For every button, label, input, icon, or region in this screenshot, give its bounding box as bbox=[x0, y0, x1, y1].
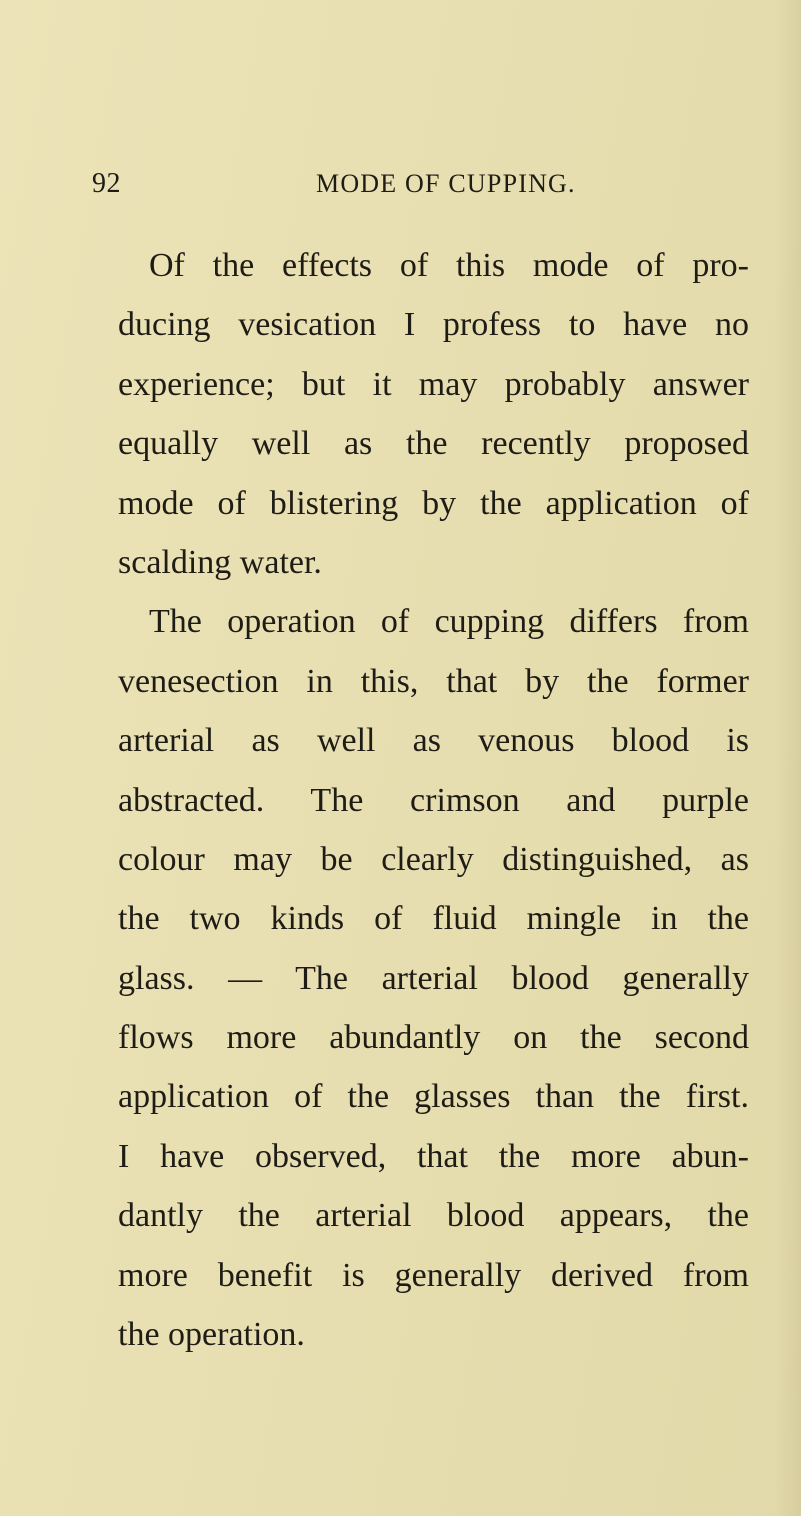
text-line: venesection in this, that by the former bbox=[118, 662, 749, 700]
text-line: glass. — The arterial blood generally bbox=[118, 959, 749, 997]
text-line: application of the glasses than the first. bbox=[118, 1078, 749, 1116]
text-line: colour may be clearly distinguished, as bbox=[118, 840, 749, 878]
text-line: scalding water. bbox=[118, 543, 322, 581]
page-number: 92 bbox=[92, 168, 121, 199]
running-head bbox=[0, 166, 801, 206]
text-line: more benefit is generally derived from bbox=[118, 1256, 749, 1294]
text-line: dantly the arterial blood appears, the bbox=[118, 1197, 749, 1235]
text-line: experience; but it may probably answer bbox=[118, 365, 749, 403]
text-line: the operation. bbox=[118, 1316, 305, 1354]
text-line: mode of blistering by the application of bbox=[118, 484, 749, 522]
page-edge-shadow bbox=[775, 0, 801, 1516]
text-line: flows more abundantly on the second bbox=[118, 1019, 749, 1057]
text-line: I have observed, that the more abun- bbox=[118, 1137, 749, 1175]
text-line: equally well as the recently proposed bbox=[118, 425, 749, 463]
body-text bbox=[118, 236, 749, 1364]
text-line: ducing vesication I profess to have no bbox=[118, 306, 749, 344]
text-line: The operation of cupping differs from bbox=[149, 603, 749, 641]
text-line: arterial as well as venous blood is bbox=[118, 722, 749, 760]
text-line: abstracted. The crimson and purple bbox=[118, 781, 749, 819]
running-title: MODE OF CUPPING. bbox=[316, 169, 576, 198]
text-line: the two kinds of fluid mingle in the bbox=[118, 900, 749, 938]
text-line: Of the effects of this mode of pro- bbox=[149, 247, 749, 284]
